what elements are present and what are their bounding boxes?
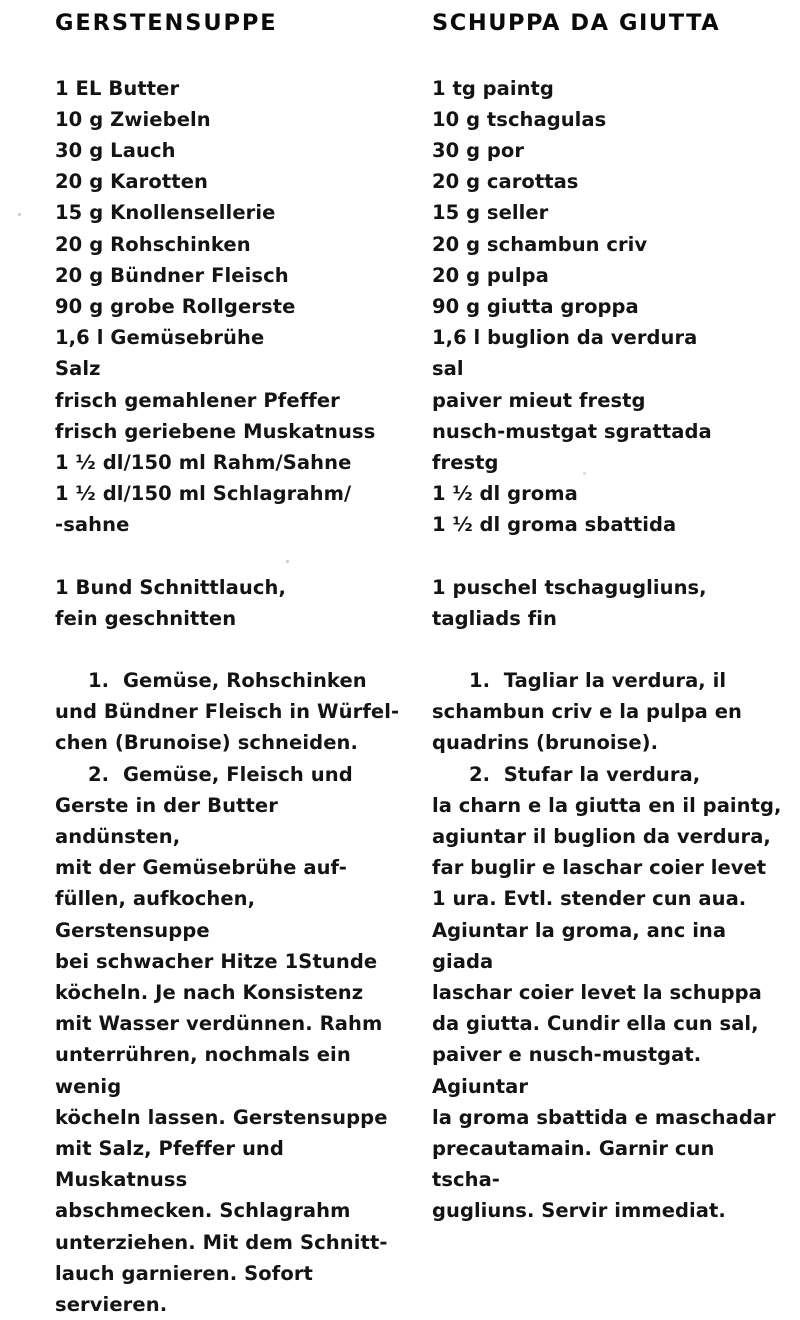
- ingredient-item: 1 EL Butter: [55, 76, 180, 100]
- ingredient-item: 1 ½ dl/150 ml Schlagrahm/: [55, 482, 352, 506]
- spacer: [55, 634, 400, 665]
- instruction-line: 2. Stufar la verdura,: [469, 762, 701, 786]
- column-romansh: [420, 0, 800, 1223]
- ingredient-item: 1,6 l buglion da verdura: [432, 326, 698, 350]
- instruction-line: far buglir e laschar coier levet: [432, 856, 767, 880]
- ingredient-item: sal: [432, 357, 464, 381]
- instruction-line: unterrühren, nochmals ein wenig: [55, 1043, 358, 1098]
- ingredient-item: 1 ½ dl groma sbattida: [432, 513, 677, 537]
- instruction-line: köcheln. Je nach Konsistenz: [55, 980, 364, 1004]
- instruction-line: bei schwacher Hitze 1Stunde: [55, 949, 378, 973]
- ingredient-item: 10 g tschagulas: [432, 107, 607, 131]
- instruction-line: mit der Gemüsebrühe auf-: [55, 856, 347, 880]
- ingredient-item: 20 g schambun criv: [432, 232, 648, 256]
- ingredient-item: 90 g giutta groppa: [432, 294, 639, 318]
- ingredient-item: 30 g por: [432, 138, 525, 162]
- instruction-line: 1. Gemüse, Rohschinken: [88, 668, 367, 692]
- instruction-line: füllen, aufkochen, Gerstensuppe: [55, 887, 263, 942]
- ingredient-item: 15 g seller: [432, 201, 549, 225]
- instruction-line: unterziehen. Mit dem Schnitt-: [55, 1230, 388, 1254]
- instructions-german: [55, 665, 400, 1320]
- recipe-title-romansh: SCHUPPA DA GIUTTA: [432, 10, 721, 36]
- recipe-title-german: GERSTENSUPPE: [55, 10, 278, 36]
- garnish-item: 1 puschel tschagugliuns,: [432, 575, 707, 599]
- garnish-item: fein geschnitten: [55, 606, 237, 630]
- instruction-line: paiver e nusch-mustgat. Agiuntar: [432, 1043, 709, 1098]
- garnish-item: tagliads fin: [432, 606, 557, 630]
- instruction-line: servieren.: [55, 1293, 168, 1317]
- ingredient-item: 1 ½ dl/150 ml Rahm/Sahne: [55, 450, 352, 474]
- instruction-line: lauch garnieren. Sofort: [55, 1261, 313, 1285]
- ingredient-item: 1 tg paintg: [432, 76, 554, 100]
- instruction-line: 1. Tagliar la verdura, il: [469, 668, 727, 692]
- instruction-line: schambun criv e la pulpa en: [432, 700, 742, 724]
- ingredient-item: frisch gemahlener Pfeffer: [55, 388, 340, 412]
- instruction-line: chen (Brunoise) schneiden.: [55, 731, 359, 755]
- instructions-romansh: [432, 665, 782, 1227]
- ingredient-item: paiver mieut frestg: [432, 388, 646, 412]
- instruction-line: la charn e la giutta en il paintg,: [432, 793, 782, 817]
- ingredient-item: 10 g Zwiebeln: [55, 107, 211, 131]
- ingredient-list-romansh: [432, 73, 782, 541]
- ingredient-item: frisch geriebene Muskatnuss: [55, 419, 376, 443]
- ingredient-item: 20 g Karotten: [55, 170, 209, 194]
- ingredient-item: 20 g pulpa: [432, 263, 549, 287]
- ingredient-item: 20 g Bündner Fleisch: [55, 263, 289, 287]
- instruction-line: Gerste in der Butter andünsten,: [55, 793, 285, 848]
- ingredient-item: Salz: [55, 357, 101, 381]
- instruction-line: 1 ura. Evtl. stender cun aua.: [432, 887, 747, 911]
- instruction-line: quadrins (brunoise).: [432, 731, 659, 755]
- ingredient-item: 20 g carottas: [432, 170, 579, 194]
- spacer: [432, 541, 782, 572]
- ingredient-item: 90 g grobe Rollgerste: [55, 294, 296, 318]
- ingredient-item: -sahne: [55, 513, 130, 537]
- garnish-item: 1 Bund Schnittlauch,: [55, 575, 287, 599]
- instruction-line: da giutta. Cundir ella cun sal,: [432, 1012, 759, 1036]
- ingredient-list-german: [55, 73, 400, 541]
- instruction-line: Agiuntar la groma, anc ina giada: [432, 918, 733, 973]
- instruction-line: abschmecken. Schlagrahm: [55, 1199, 351, 1223]
- ingredient-item: 1,6 l Gemüsebrühe: [55, 326, 265, 350]
- instruction-line: und Bündner Fleisch in Würfel-: [55, 700, 400, 724]
- instruction-line: precautamain. Garnir cun tscha-: [432, 1137, 722, 1192]
- ingredient-item: 1 ½ dl groma: [432, 482, 578, 506]
- garnish-list-german: [55, 572, 400, 634]
- spacer: [55, 541, 400, 572]
- instruction-line: mit Salz, Pfeffer und Muskatnuss: [55, 1137, 291, 1192]
- instruction-line: köcheln lassen. Gerstensuppe: [55, 1105, 388, 1129]
- ingredient-item: 15 g Knollensellerie: [55, 201, 276, 225]
- spacer: [432, 634, 782, 665]
- ingredient-item: 30 g Lauch: [55, 138, 176, 162]
- instruction-line: 2. Gemüse, Fleisch und: [88, 762, 353, 786]
- instruction-line: laschar coier levet la schuppa: [432, 980, 762, 1004]
- instruction-line: gugliuns. Servir immediat.: [432, 1199, 726, 1223]
- instruction-line: agiuntar il buglion da verdura,: [432, 824, 771, 848]
- instruction-line: la groma sbattida e maschadar: [432, 1105, 776, 1129]
- ingredient-item: 20 g Rohschinken: [55, 232, 251, 256]
- ingredient-item: nusch-mustgat sgrattada frestg: [432, 419, 719, 474]
- garnish-list-romansh: [432, 572, 782, 634]
- instruction-line: mit Wasser verdünnen. Rahm: [55, 1012, 383, 1036]
